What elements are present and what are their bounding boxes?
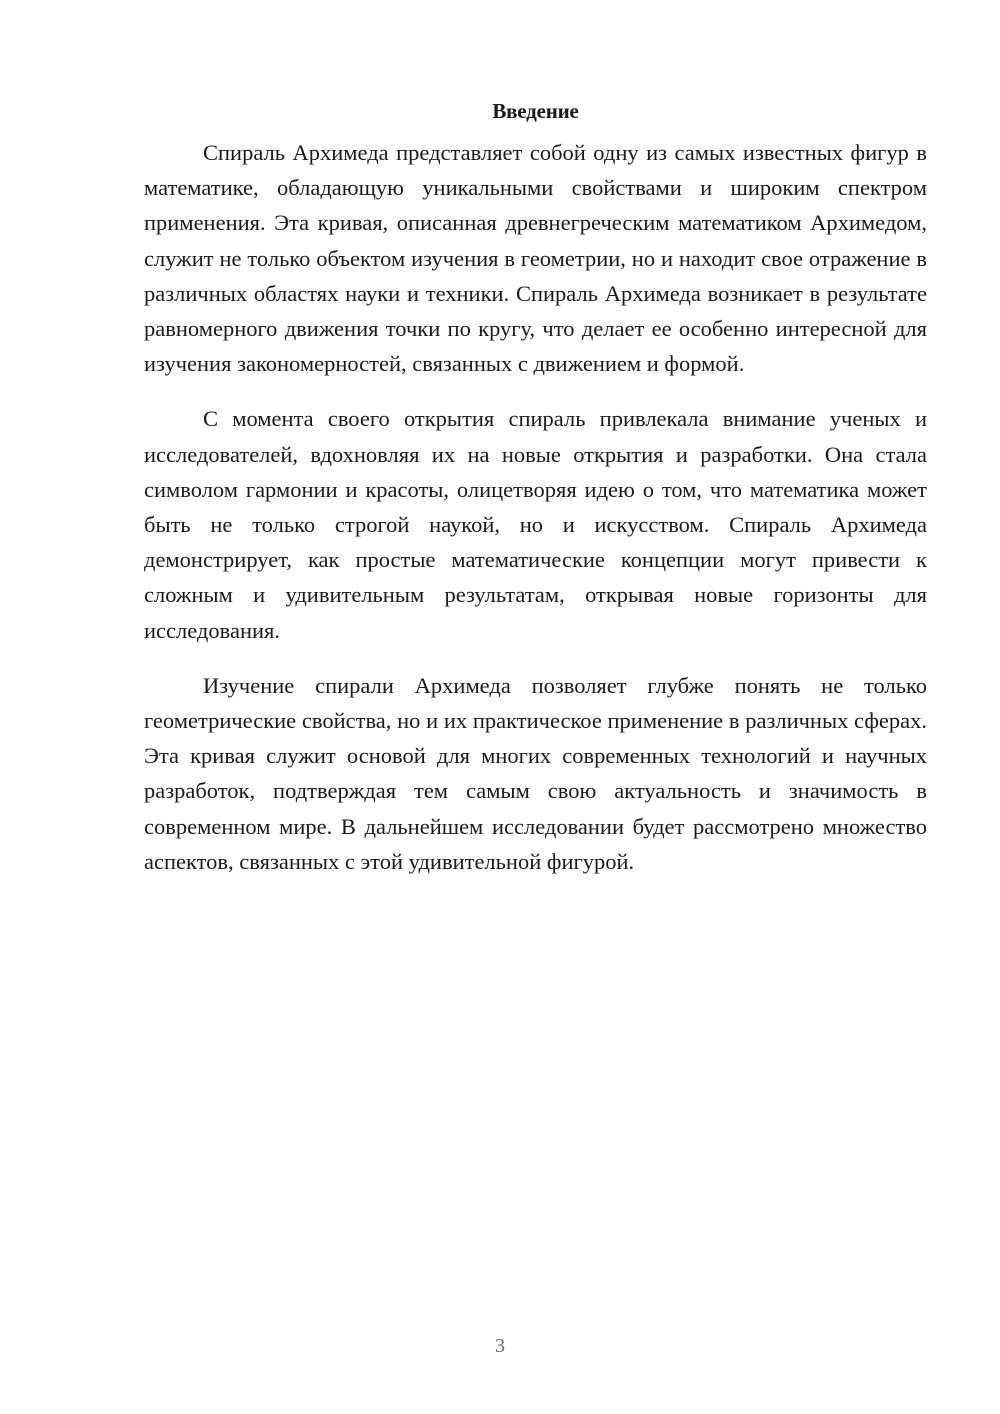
page-number: 3	[495, 1335, 505, 1357]
paragraph-1: Спираль Архимеда представляет собой одну из самых известных фигур в математике, обладающую уникальными свойствами и широким спектром применения. Эта кривая, описанная древнегреческим математиком Архимедом, служит не только объектом изучения в геометрии, но и находит свое отражение в различных областях науки и техники. Спираль Архимеда возникает в результате равномерного движения точки по кругу, что делает ее особенно интересной для изучения закономерностей, связанных с движением и формой.	[144, 140, 927, 377]
paragraph-2: С момента своего открытия спираль привлекала внимание ученых и исследователей, вдохновляя их на новые открытия и разработки. Она стала символом гармонии и красоты, олицетворяя идею о том, что математика может быть не только строгой наукой, но и искусством. Спираль Архимеда демонстрирует, как простые математические концепции могут привести к сложным и удивительным результатам, открывая новые горизонты для исследования.	[144, 406, 927, 643]
paragraph-3: Изучение спирали Архимеда позволяет глубже понять не только геометрические свойства, но и их практическое применение в различных сферах. Эта кривая служит основой для многих современных технологий и научных разработок, подтверждая тем самым свою актуальность и значимость в современном мире. В дальнейшем исследовании будет рассмотрено множество аспектов, связанных с этой удивительной фигурой.	[144, 672, 927, 874]
page-content	[144, 96, 927, 899]
section-title: Введение	[492, 99, 579, 123]
